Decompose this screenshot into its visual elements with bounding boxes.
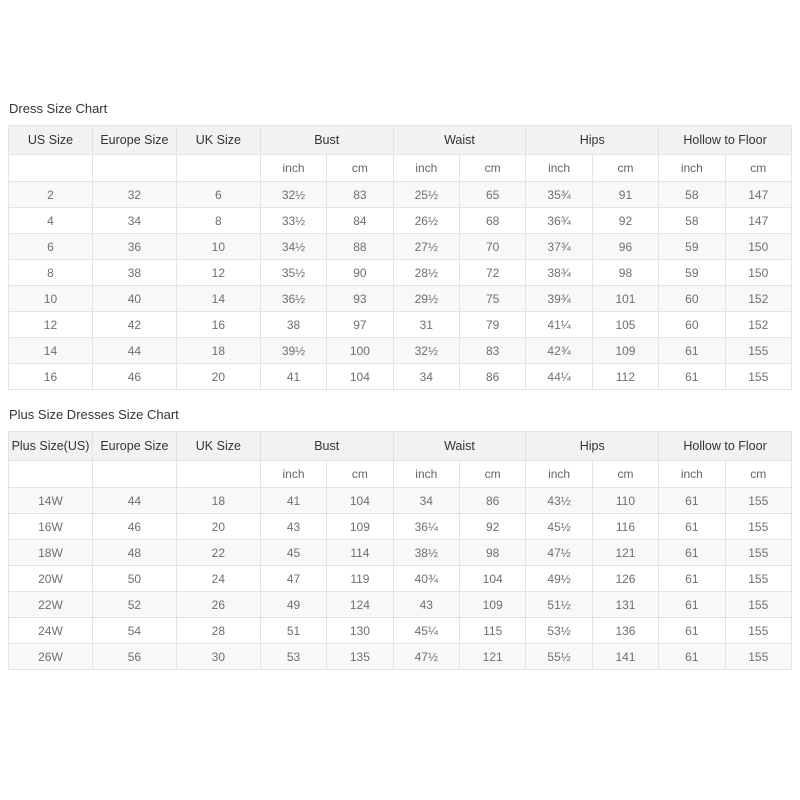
unit-cell: inch xyxy=(526,461,592,488)
data-cell: 83 xyxy=(459,338,525,364)
data-cell: 52 xyxy=(92,592,176,618)
data-cell: 20 xyxy=(176,514,260,540)
data-cell: 26W xyxy=(9,644,93,670)
data-cell: 29½ xyxy=(393,286,459,312)
data-cell: 83 xyxy=(327,182,393,208)
data-cell: 30 xyxy=(176,644,260,670)
data-cell: 46 xyxy=(92,364,176,390)
data-cell: 70 xyxy=(459,234,525,260)
unit-row xyxy=(9,461,792,488)
data-cell: 104 xyxy=(327,488,393,514)
data-cell: 25½ xyxy=(393,182,459,208)
empty-unit-cell xyxy=(176,461,260,488)
header-cell: Plus Size(US) xyxy=(9,432,93,461)
data-cell: 115 xyxy=(459,618,525,644)
data-cell: 41¼ xyxy=(526,312,592,338)
unit-cell: inch xyxy=(260,155,326,182)
data-cell: 92 xyxy=(592,208,658,234)
data-cell: 152 xyxy=(725,286,791,312)
data-cell: 61 xyxy=(659,644,725,670)
data-cell: 93 xyxy=(327,286,393,312)
data-cell: 75 xyxy=(459,286,525,312)
table-row xyxy=(9,338,792,364)
data-cell: 51 xyxy=(260,618,326,644)
data-cell: 109 xyxy=(459,592,525,618)
data-cell: 14 xyxy=(9,338,93,364)
unit-cell: inch xyxy=(659,461,725,488)
data-cell: 24 xyxy=(176,566,260,592)
data-cell: 86 xyxy=(459,364,525,390)
data-cell: 109 xyxy=(327,514,393,540)
data-cell: 155 xyxy=(725,540,791,566)
data-cell: 44¼ xyxy=(526,364,592,390)
data-cell: 104 xyxy=(459,566,525,592)
unit-row xyxy=(9,155,792,182)
data-cell: 98 xyxy=(592,260,658,286)
data-cell: 55½ xyxy=(526,644,592,670)
data-cell: 61 xyxy=(659,488,725,514)
data-cell: 14W xyxy=(9,488,93,514)
data-cell: 44 xyxy=(92,488,176,514)
data-cell: 41 xyxy=(260,488,326,514)
data-cell: 90 xyxy=(327,260,393,286)
data-cell: 141 xyxy=(592,644,658,670)
data-cell: 100 xyxy=(327,338,393,364)
data-cell: 12 xyxy=(9,312,93,338)
table-row xyxy=(9,618,792,644)
header-cell: US Size xyxy=(9,126,93,155)
data-cell: 61 xyxy=(659,592,725,618)
data-cell: 10 xyxy=(176,234,260,260)
unit-cell: cm xyxy=(592,461,658,488)
data-cell: 20W xyxy=(9,566,93,592)
data-cell: 36¼ xyxy=(393,514,459,540)
header-row xyxy=(9,432,792,461)
data-cell: 22W xyxy=(9,592,93,618)
header-cell: Hips xyxy=(526,432,659,461)
data-cell: 119 xyxy=(327,566,393,592)
data-cell: 36½ xyxy=(260,286,326,312)
plus-size-chart-section xyxy=(8,407,792,670)
data-cell: 18 xyxy=(176,488,260,514)
unit-cell: cm xyxy=(327,461,393,488)
data-cell: 16 xyxy=(9,364,93,390)
data-cell: 121 xyxy=(459,644,525,670)
table-row xyxy=(9,260,792,286)
data-cell: 86 xyxy=(459,488,525,514)
data-cell: 150 xyxy=(725,234,791,260)
data-cell: 39¾ xyxy=(526,286,592,312)
header-cell: Hips xyxy=(526,126,659,155)
data-cell: 6 xyxy=(9,234,93,260)
data-cell: 61 xyxy=(659,540,725,566)
data-cell: 88 xyxy=(327,234,393,260)
unit-cell: inch xyxy=(526,155,592,182)
header-cell: Hollow to Floor xyxy=(659,126,792,155)
empty-unit-cell xyxy=(9,461,93,488)
data-cell: 38½ xyxy=(393,540,459,566)
data-cell: 56 xyxy=(92,644,176,670)
table-row xyxy=(9,488,792,514)
data-cell: 91 xyxy=(592,182,658,208)
data-cell: 22 xyxy=(176,540,260,566)
data-cell: 131 xyxy=(592,592,658,618)
data-cell: 4 xyxy=(9,208,93,234)
data-cell: 45¼ xyxy=(393,618,459,644)
data-cell: 61 xyxy=(659,566,725,592)
data-cell: 24W xyxy=(9,618,93,644)
table-row xyxy=(9,182,792,208)
unit-cell: cm xyxy=(725,461,791,488)
empty-unit-cell xyxy=(92,461,176,488)
data-cell: 60 xyxy=(659,312,725,338)
data-cell: 72 xyxy=(459,260,525,286)
data-cell: 47 xyxy=(260,566,326,592)
plus-size-chart-title: Plus Size Dresses Size Chart xyxy=(9,407,179,422)
data-cell: 155 xyxy=(725,592,791,618)
data-cell: 34 xyxy=(92,208,176,234)
data-cell: 20 xyxy=(176,364,260,390)
data-cell: 47½ xyxy=(393,644,459,670)
data-cell: 114 xyxy=(327,540,393,566)
header-row xyxy=(9,126,792,155)
data-cell: 34 xyxy=(393,364,459,390)
unit-cell: cm xyxy=(459,461,525,488)
data-cell: 33½ xyxy=(260,208,326,234)
data-cell: 60 xyxy=(659,286,725,312)
data-cell: 155 xyxy=(725,644,791,670)
data-cell: 135 xyxy=(327,644,393,670)
data-cell: 155 xyxy=(725,566,791,592)
data-cell: 2 xyxy=(9,182,93,208)
data-cell: 32½ xyxy=(260,182,326,208)
data-cell: 8 xyxy=(176,208,260,234)
data-cell: 6 xyxy=(176,182,260,208)
data-cell: 34½ xyxy=(260,234,326,260)
data-cell: 61 xyxy=(659,364,725,390)
unit-cell: inch xyxy=(393,461,459,488)
data-cell: 32 xyxy=(92,182,176,208)
data-cell: 59 xyxy=(659,260,725,286)
data-cell: 16W xyxy=(9,514,93,540)
data-cell: 155 xyxy=(725,514,791,540)
data-cell: 35½ xyxy=(260,260,326,286)
data-cell: 34 xyxy=(393,488,459,514)
data-cell: 116 xyxy=(592,514,658,540)
data-cell: 43 xyxy=(393,592,459,618)
data-cell: 155 xyxy=(725,618,791,644)
dress-size-chart-title: Dress Size Chart xyxy=(9,101,108,116)
table-row xyxy=(9,286,792,312)
data-cell: 147 xyxy=(725,182,791,208)
data-cell: 104 xyxy=(327,364,393,390)
header-cell: Waist xyxy=(393,126,526,155)
data-cell: 79 xyxy=(459,312,525,338)
header-cell: Bust xyxy=(260,126,393,155)
data-cell: 36 xyxy=(92,234,176,260)
header-cell: UK Size xyxy=(176,432,260,461)
unit-cell: inch xyxy=(260,461,326,488)
empty-unit-cell xyxy=(176,155,260,182)
data-cell: 84 xyxy=(327,208,393,234)
table-row xyxy=(9,234,792,260)
data-cell: 28 xyxy=(176,618,260,644)
data-cell: 54 xyxy=(92,618,176,644)
data-cell: 61 xyxy=(659,338,725,364)
data-cell: 110 xyxy=(592,488,658,514)
data-cell: 8 xyxy=(9,260,93,286)
data-cell: 41 xyxy=(260,364,326,390)
data-cell: 10 xyxy=(9,286,93,312)
data-cell: 18W xyxy=(9,540,93,566)
data-cell: 136 xyxy=(592,618,658,644)
data-cell: 147 xyxy=(725,208,791,234)
data-cell: 121 xyxy=(592,540,658,566)
data-cell: 155 xyxy=(725,364,791,390)
data-cell: 40¾ xyxy=(393,566,459,592)
unit-cell: inch xyxy=(659,155,725,182)
unit-cell: cm xyxy=(459,155,525,182)
data-cell: 31 xyxy=(393,312,459,338)
table-row xyxy=(9,514,792,540)
unit-cell: cm xyxy=(592,155,658,182)
data-cell: 36¾ xyxy=(526,208,592,234)
data-cell: 18 xyxy=(176,338,260,364)
data-cell: 61 xyxy=(659,514,725,540)
data-cell: 155 xyxy=(725,488,791,514)
data-cell: 97 xyxy=(327,312,393,338)
data-cell: 53 xyxy=(260,644,326,670)
header-cell: UK Size xyxy=(176,126,260,155)
data-cell: 42 xyxy=(92,312,176,338)
data-cell: 150 xyxy=(725,260,791,286)
table-row xyxy=(9,592,792,618)
data-cell: 51½ xyxy=(526,592,592,618)
data-cell: 39½ xyxy=(260,338,326,364)
data-cell: 53½ xyxy=(526,618,592,644)
data-cell: 40 xyxy=(92,286,176,312)
data-cell: 155 xyxy=(725,338,791,364)
data-cell: 45½ xyxy=(526,514,592,540)
empty-unit-cell xyxy=(9,155,93,182)
data-cell: 32½ xyxy=(393,338,459,364)
data-cell: 58 xyxy=(659,182,725,208)
unit-cell: inch xyxy=(393,155,459,182)
header-cell: Europe Size xyxy=(92,432,176,461)
data-cell: 124 xyxy=(327,592,393,618)
data-cell: 45 xyxy=(260,540,326,566)
data-cell: 35¾ xyxy=(526,182,592,208)
data-cell: 105 xyxy=(592,312,658,338)
data-cell: 26 xyxy=(176,592,260,618)
data-cell: 126 xyxy=(592,566,658,592)
data-cell: 152 xyxy=(725,312,791,338)
data-cell: 38¾ xyxy=(526,260,592,286)
unit-cell: cm xyxy=(725,155,791,182)
data-cell: 59 xyxy=(659,234,725,260)
data-cell: 101 xyxy=(592,286,658,312)
data-cell: 14 xyxy=(176,286,260,312)
data-cell: 112 xyxy=(592,364,658,390)
header-cell: Europe Size xyxy=(92,126,176,155)
empty-unit-cell xyxy=(92,155,176,182)
data-cell: 47½ xyxy=(526,540,592,566)
table-row xyxy=(9,540,792,566)
table-row xyxy=(9,208,792,234)
data-cell: 49 xyxy=(260,592,326,618)
data-cell: 46 xyxy=(92,514,176,540)
table-row xyxy=(9,566,792,592)
data-cell: 49½ xyxy=(526,566,592,592)
dress-size-chart-section xyxy=(8,101,792,390)
header-cell: Bust xyxy=(260,432,393,461)
data-cell: 43 xyxy=(260,514,326,540)
data-cell: 26½ xyxy=(393,208,459,234)
data-cell: 48 xyxy=(92,540,176,566)
data-cell: 92 xyxy=(459,514,525,540)
data-cell: 61 xyxy=(659,618,725,644)
data-cell: 16 xyxy=(176,312,260,338)
data-cell: 38 xyxy=(92,260,176,286)
dress-size-table xyxy=(8,125,792,390)
data-cell: 44 xyxy=(92,338,176,364)
data-cell: 43½ xyxy=(526,488,592,514)
unit-cell: cm xyxy=(327,155,393,182)
data-cell: 38 xyxy=(260,312,326,338)
data-cell: 37¾ xyxy=(526,234,592,260)
table-row xyxy=(9,644,792,670)
header-cell: Hollow to Floor xyxy=(659,432,792,461)
data-cell: 42¾ xyxy=(526,338,592,364)
data-cell: 130 xyxy=(327,618,393,644)
header-cell: Waist xyxy=(393,432,526,461)
data-cell: 28½ xyxy=(393,260,459,286)
table-row xyxy=(9,312,792,338)
data-cell: 58 xyxy=(659,208,725,234)
data-cell: 12 xyxy=(176,260,260,286)
data-cell: 27½ xyxy=(393,234,459,260)
data-cell: 65 xyxy=(459,182,525,208)
data-cell: 109 xyxy=(592,338,658,364)
data-cell: 96 xyxy=(592,234,658,260)
plus-size-table xyxy=(8,431,792,670)
data-cell: 68 xyxy=(459,208,525,234)
data-cell: 50 xyxy=(92,566,176,592)
data-cell: 98 xyxy=(459,540,525,566)
table-row xyxy=(9,364,792,390)
